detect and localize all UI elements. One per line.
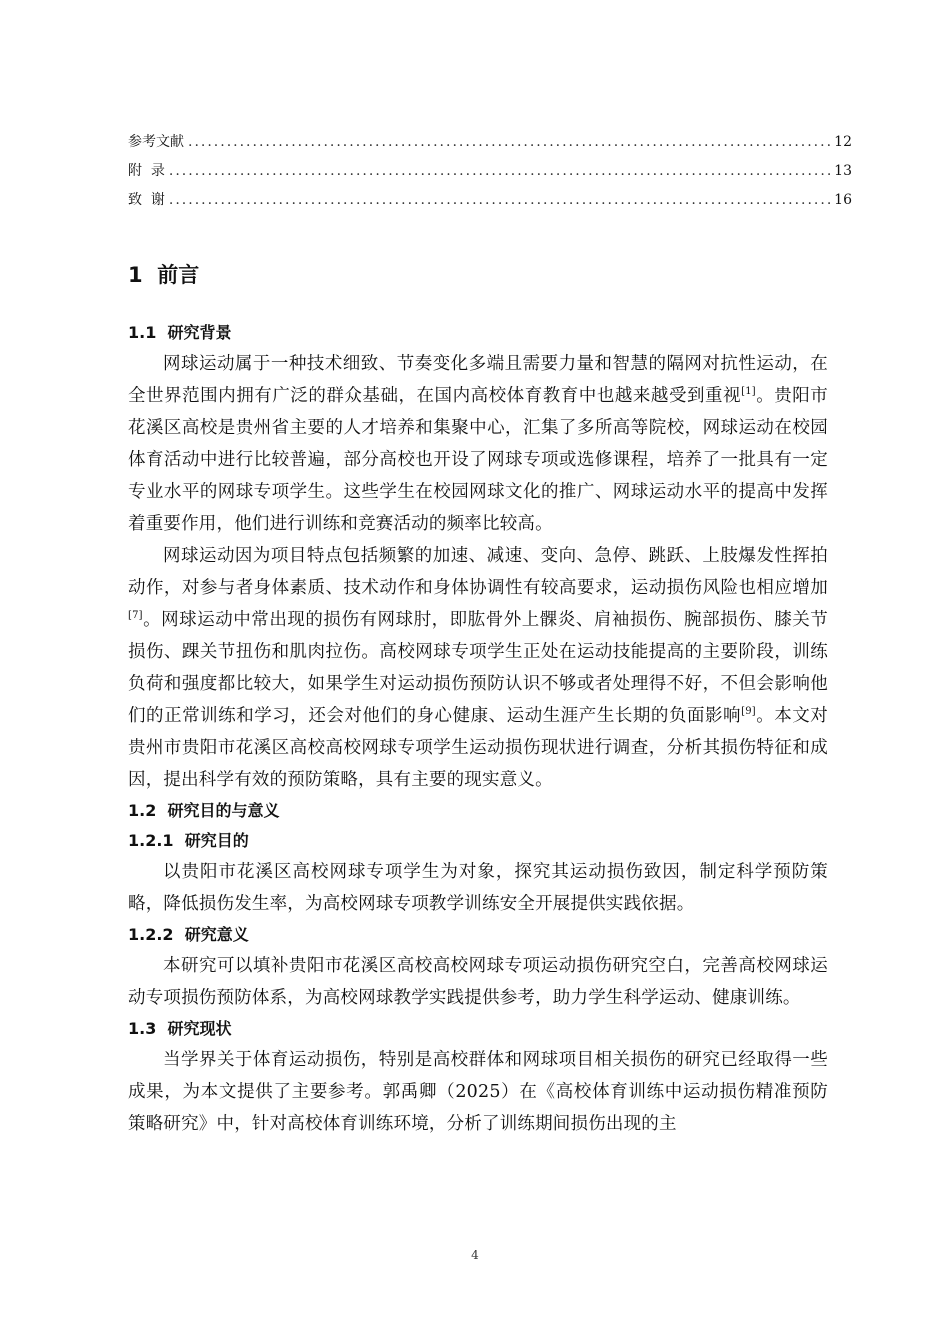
section-heading-purpose-significance: 1.2 研究目的与意义 <box>128 801 280 820</box>
subsection-heading-significance: 1.2.2 研究意义 <box>128 925 249 944</box>
toc-leader-dots <box>169 186 830 215</box>
page-number: 4 <box>471 1248 479 1262</box>
toc-leader-dots <box>188 128 830 157</box>
text-run: 网球运动属于一种技术细致、节奏变化多端且需要力量和智慧的隔网对抗性运动，在全世界范围内拥有广泛的群众基础，在国内高校体育教育中也越来越受到重视 <box>128 354 828 406</box>
toc-entry-page: 12 <box>834 134 852 150</box>
paragraph-background-1 <box>128 348 828 540</box>
toc-leader-dots <box>169 157 830 186</box>
citation-ref[interactable]: [1] <box>741 386 756 398</box>
paragraph-background-2 <box>128 540 828 796</box>
toc-entry-appendix[interactable] <box>128 157 852 186</box>
chapter-heading: 1 前言 <box>128 263 200 287</box>
toc-entry-references[interactable] <box>128 128 852 157</box>
main-content <box>128 255 828 1140</box>
text-run: 。贵阳市花溪区高校是贵州省主要的人才培养和集聚中心，汇集了多所高等院校，网球运动在校园体育活动中进行比较普遍，部分高校也开设了网球专项或选修课程，培养了一批具有一定专业水平的网球专项学生。这些学生在校园网球文化的推广、网球运动水平的提高中发挥着重要作用，他们进行训练和竞赛活动的频率比较高。 <box>128 386 828 534</box>
table-of-contents <box>128 128 852 215</box>
paragraph-status: 当学界关于体育运动损伤，特别是高校群体和网球项目相关损伤的研究已经取得一些成果，为本文提供了主要参考。郭禹卿（2025）在《高校体育训练中运动损伤精准预防策略研究》中，针对高校体育训练环境，分析了训练期间损伤出现的主 <box>128 1050 828 1134</box>
citation-ref[interactable]: [9] <box>741 706 756 718</box>
toc-entry-label: 参考文献 <box>128 134 184 150</box>
text-run: 。本文对贵州市贵阳市花溪区高校高校网球专项学生运动损伤现状进行调查，分析其损伤特征和成因，提出科学有效的预防策略，具有主要的现实意义。 <box>128 706 828 790</box>
section-heading-status: 1.3 研究现状 <box>128 1019 232 1038</box>
text-run: 。网球运动中常出现的损伤有网球肘，即肱骨外上髁炎、肩袖损伤、腕部损伤、膝关节损伤、踝关节扭伤和肌肉拉伤。高校网球专项学生正处在运动技能提高的主要阶段，训练负荷和强度都比较大，如果学生对运动损伤预防认识不够或者处理得不好，不但会影响他们的正常训练和学习，还会对他们的身心健康、运动生涯产生长期的负面影响 <box>128 610 828 726</box>
subsection-heading-purpose: 1.2.1 研究目的 <box>128 831 249 850</box>
paragraph-purpose: 以贵阳市花溪区高校网球专项学生为对象，探究其运动损伤致因，制定科学预防策略，降低损伤发生率，为高校网球专项教学训练安全开展提供实践依据。 <box>128 862 828 914</box>
section-heading-background: 1.1 研究背景 <box>128 323 232 342</box>
text-run: 网球运动因为项目特点包括频繁的加速、减速、变向、急停、跳跃、上肢爆发性挥拍动作，对参与者身体素质、技术动作和身体协调性有较高要求，运动损伤风险也相应增加 <box>128 546 828 598</box>
toc-entry-acknowledgements[interactable] <box>128 186 852 215</box>
toc-entry-page: 16 <box>834 192 852 208</box>
toc-entry-label: 致 谢 <box>128 192 165 208</box>
paragraph-significance: 本研究可以填补贵阳市花溪区高校高校网球专项运动损伤研究空白，完善高校网球运动专项损伤预防体系，为高校网球教学实践提供参考，助力学生科学运动、健康训练。 <box>128 956 828 1008</box>
toc-entry-page: 13 <box>834 163 852 179</box>
toc-entry-label: 附 录 <box>128 163 165 179</box>
citation-ref[interactable]: [7] <box>128 610 143 622</box>
